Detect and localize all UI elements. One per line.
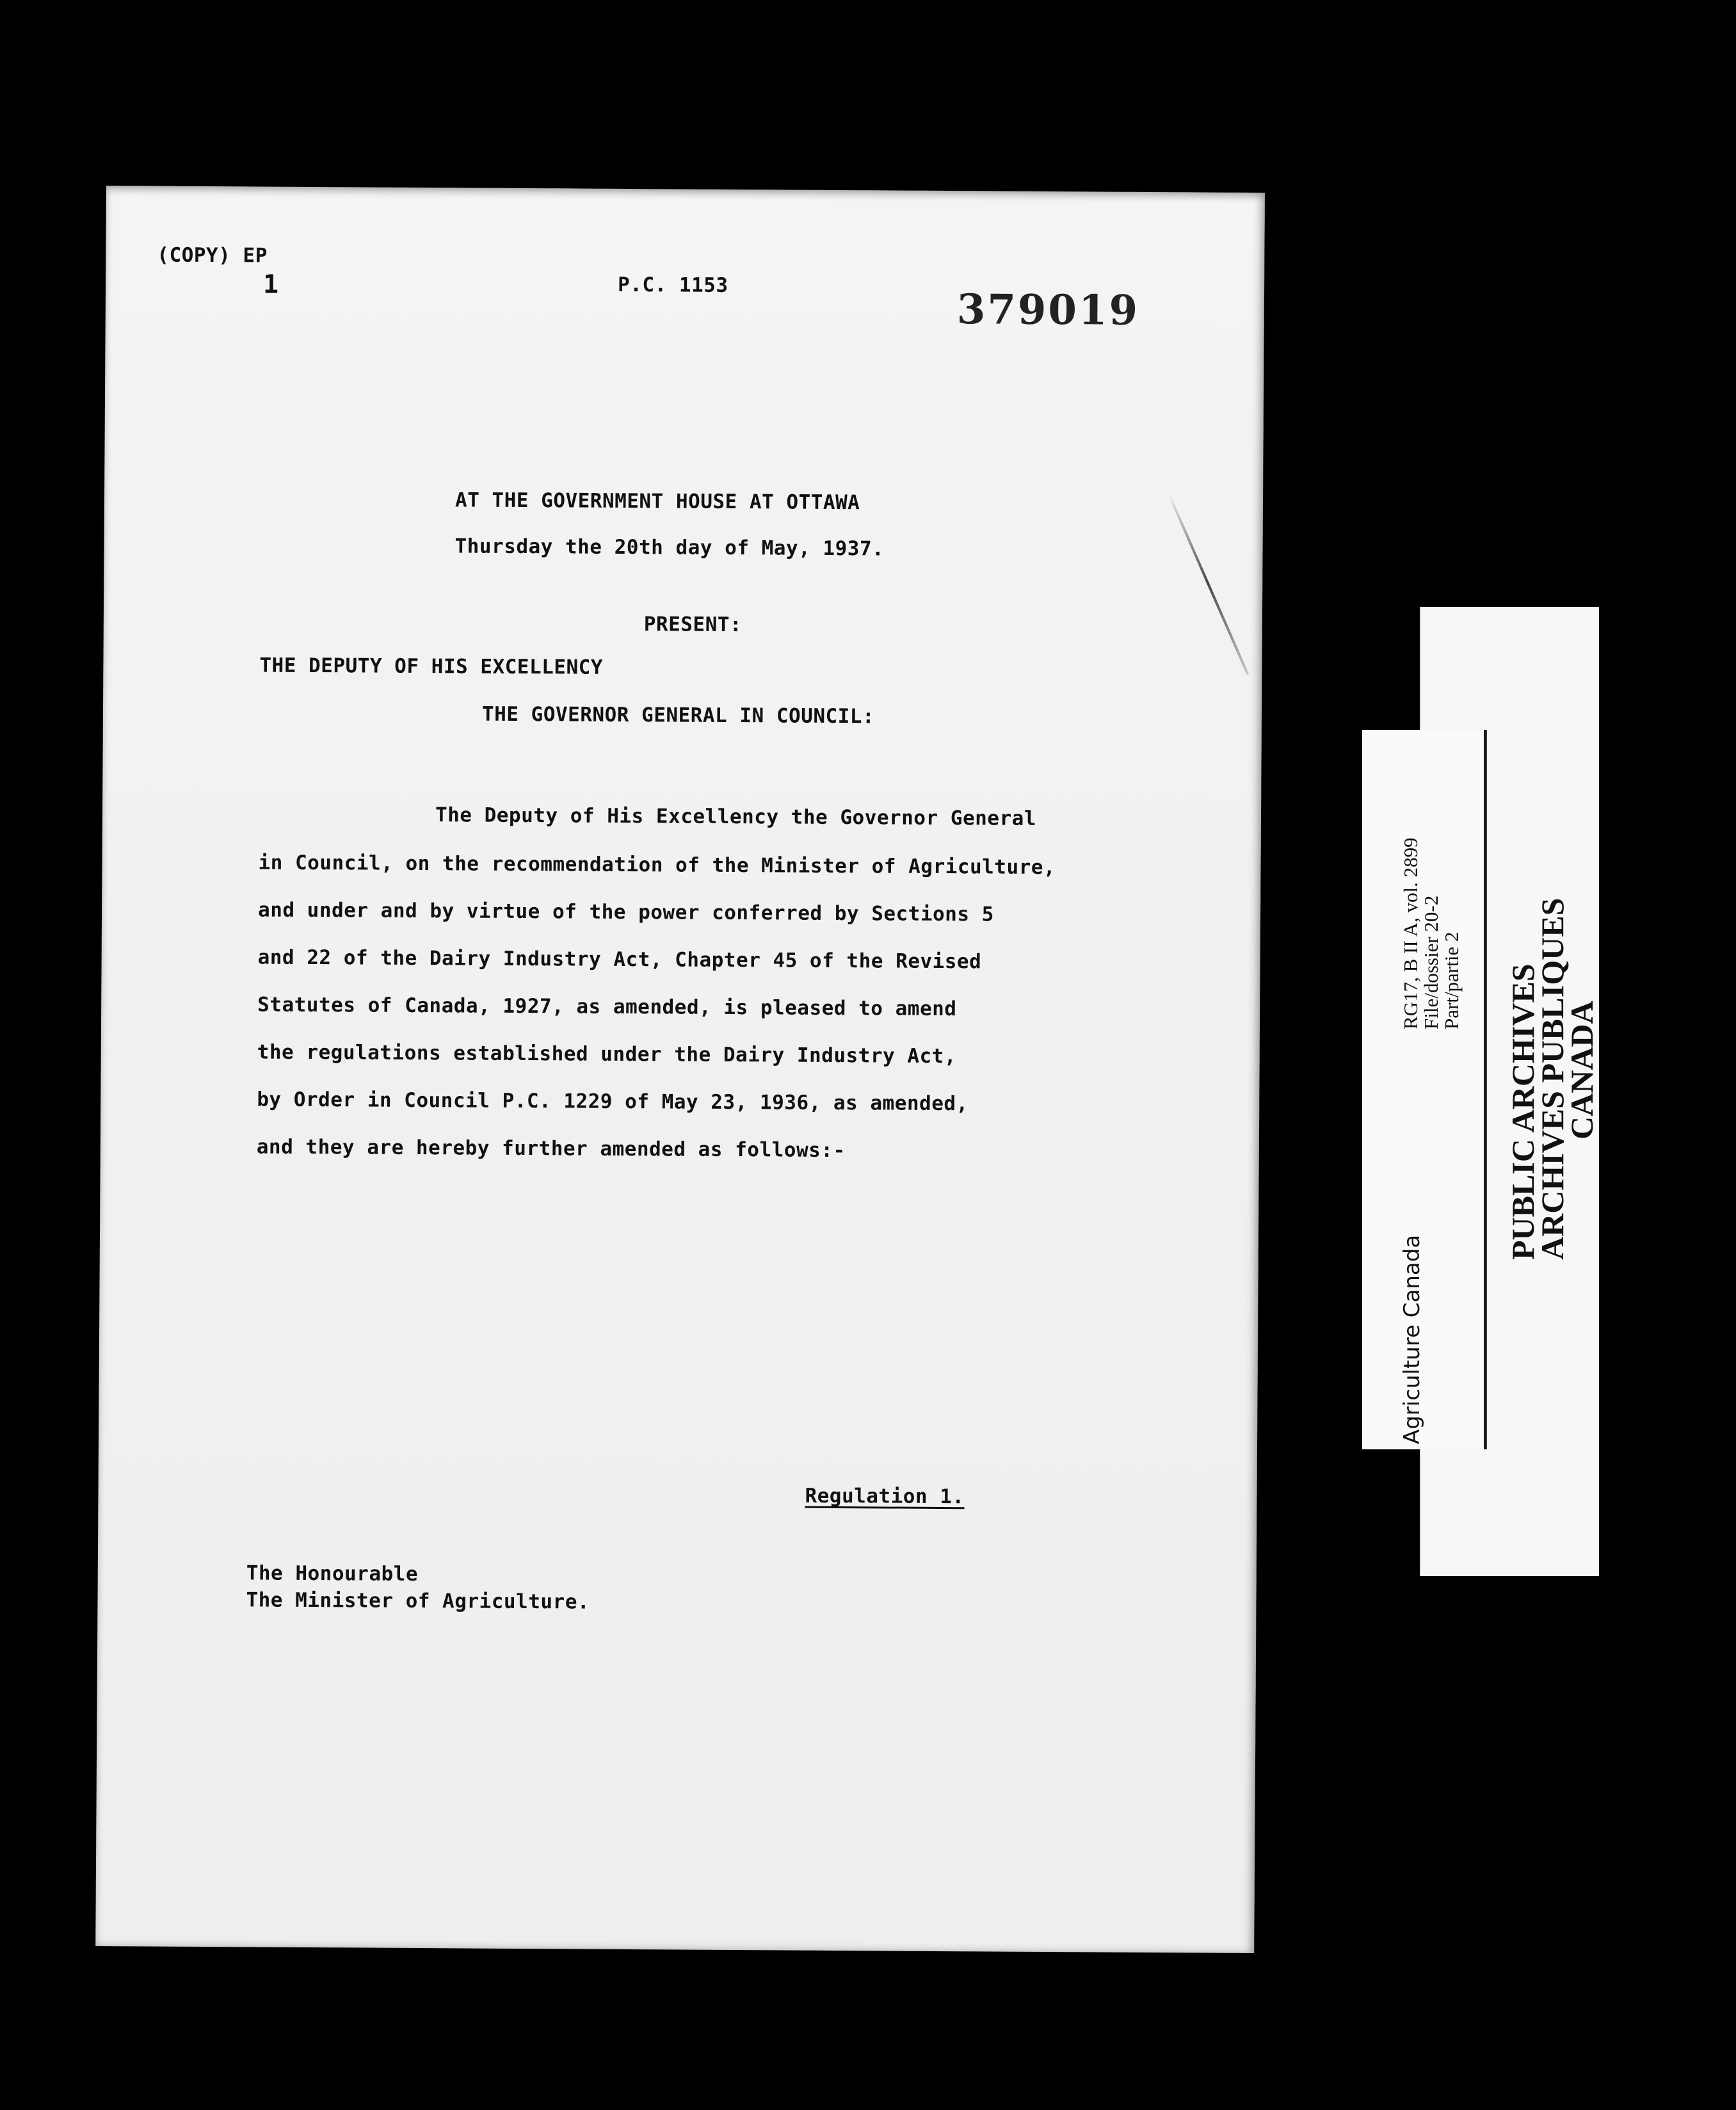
archive-stamp-number: 379019 [956, 286, 1140, 335]
body-line: and they are hereby further amended as follows:- [256, 1135, 846, 1163]
label-department: Agriculture Canada [1399, 1234, 1425, 1444]
body-line: the regulations established under the Dairy Industry Act, [257, 1040, 957, 1068]
addressee-line: The Honourable [246, 1561, 419, 1586]
label-reference-line: RG17, B II A, vol. 2899 [1399, 837, 1422, 1029]
pc-number: P.C. 1153 [617, 273, 728, 297]
deputy-line: THE DEPUTY OF HIS EXCELLENCY [259, 654, 604, 679]
copy-mark: (COPY) EP [157, 243, 268, 268]
copy-mark-sub: 1 [262, 270, 279, 300]
label-institution-line: ARCHIVES PUBLIQUES [1534, 898, 1570, 1260]
label-institution-line: CANADA [1564, 1001, 1600, 1140]
body-line: and 22 of the Dairy Industry Act, Chapter 45 of the Revised [257, 946, 982, 974]
label-institution-line: PUBLIC ARCHIVES [1505, 963, 1541, 1260]
label-reference-line: Part/partie 2 [1440, 931, 1463, 1029]
addressee-line: The Minister of Agriculture. [246, 1588, 590, 1614]
location-heading: AT THE GOVERNMENT HOUSE AT OTTAWA [454, 488, 860, 515]
body-line: in Council, on the recommendation of the Minister of Agriculture, [258, 851, 1056, 880]
date-line: Thursday the 20th day of May, 1937. [454, 535, 885, 561]
label-reference-line: File/dossier 20-2 [1420, 895, 1442, 1029]
body-line: Statutes of Canada, 1927, as amended, is pleased to amend [257, 993, 957, 1021]
regulation-heading: Regulation 1. [805, 1484, 965, 1509]
present-heading: PRESENT: [643, 613, 743, 637]
document-page [95, 186, 1265, 1953]
stray-pen-mark [1167, 492, 1249, 675]
body-line: The Deputy of His Excellency the Governor General [435, 803, 1037, 830]
body-line: by Order in Council P.C. 1229 of May 23, 1936, as amended, [257, 1088, 968, 1116]
body-line: and under and by virtue of the power conferred by Sections 5 [257, 898, 995, 926]
governor-line: THE GOVERNOR GENERAL IN COUNCIL: [481, 702, 875, 729]
